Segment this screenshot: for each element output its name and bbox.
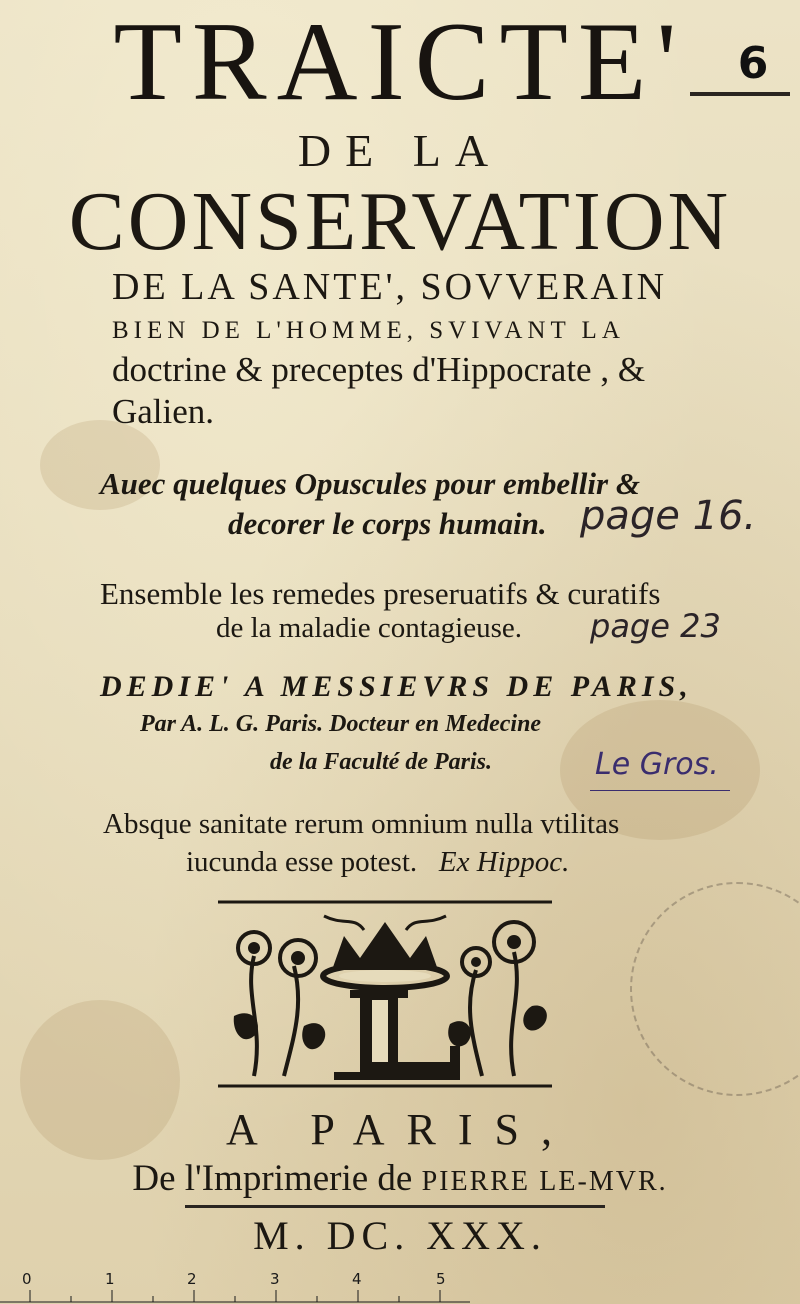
corner-folio-mark: 6 (737, 38, 769, 89)
title-de-la: DE LA (297, 125, 503, 176)
scale-label-4: 4 (352, 1270, 362, 1288)
remedies-line-2: de la maladie contagieuse. (216, 612, 522, 644)
handwritten-note-page-16: page 16. (580, 493, 757, 539)
epigraph-source: Ex Hippoc. (438, 846, 570, 878)
printer-last-name: LE-MVR. (539, 1166, 668, 1197)
epigraph-line-1: Absque sanitate rerum omnium nulla vtilitas (103, 808, 620, 840)
scale-ticks (0, 1266, 800, 1304)
dedication-line: DEDIE' A MESSIEVRS DE PARIS, (100, 670, 693, 703)
imprint-printer (0, 1160, 800, 1197)
scale-label-1: 1 (105, 1270, 115, 1288)
remedies-line-1: Ensemble les remedes preseruatifs & curatifs (100, 576, 661, 611)
handwritten-note-author: Le Gros. (595, 747, 719, 782)
faded-library-stamp (630, 882, 800, 1096)
measurement-scale (0, 1266, 800, 1304)
subtitle-line-1: DE LA SANTE', SOVVERAIN (112, 266, 668, 308)
author-line: Par A. L. G. Paris. Docteur en Medecine (140, 711, 542, 737)
printer-first-name: PIERRE (421, 1166, 531, 1197)
epigraph-text: iucunda esse potest. (186, 846, 418, 878)
printer-prefix: De l'Imprimerie de (132, 1158, 422, 1199)
subtitle-line-3: doctrine & preceptes d'Hippocrate , & (112, 350, 646, 389)
printers-woodcut-L-icon (214, 896, 556, 1094)
handwritten-note-page-23: page 23 (590, 607, 721, 645)
imprint-rule (185, 1205, 605, 1208)
title-word: TRAICTE' (113, 0, 687, 124)
scale-label-0: 0 (22, 1270, 32, 1288)
subtitle-line-4: Galien. (112, 392, 215, 431)
subtitle-line-2: BIEN DE L'HOMME, SVIVANT LA (112, 317, 625, 344)
scale-label-3: 3 (270, 1270, 280, 1288)
handwritten-underline (590, 790, 730, 791)
scale-label-2: 2 (187, 1270, 197, 1288)
opuscules-line-2: decorer le corps humain. (228, 506, 547, 541)
faculty-line: de la Faculté de Paris. (270, 749, 492, 775)
imprint-date: M. DC. XXX. (253, 1213, 547, 1258)
epigraph-line-2 (186, 848, 569, 877)
scale-label-5: 5 (436, 1270, 446, 1288)
opuscules-line-1: Auec quelques Opuscules pour embellir & (100, 466, 640, 501)
imprint-city: A PARIS, (225, 1105, 575, 1154)
title-conservation: CONSERVATION (68, 175, 732, 268)
corner-bar (690, 92, 790, 96)
